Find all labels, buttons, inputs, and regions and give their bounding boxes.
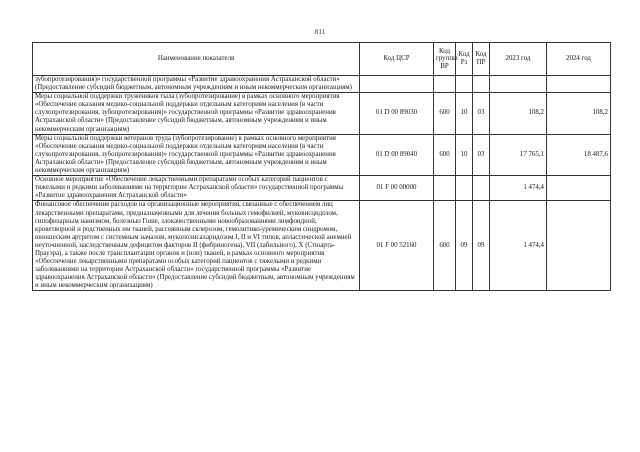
table-row (33, 176, 611, 201)
row-csr (360, 76, 434, 93)
row-2023: 1 474,4 (490, 176, 547, 201)
header-rz: Код Рз (456, 43, 473, 76)
row-pr: 03 (473, 93, 490, 134)
row-2023: 17 765,1 (490, 134, 547, 175)
page-number: 811 (314, 27, 326, 36)
row-name: Меры социальной поддержки ветеранов труда (зубопротезирование) в рамках основного мероприятия «Обеспечение оказания медико-социальной поддержки отдельным категориям населения (в части слухопротезирования, зубопротезирования)» государственной программы «Развитие здравоохранения Астраханской области» (Предоставление субсидий бюджетным, автономным учреждениям и иным некоммерческим организациям) (33, 134, 360, 175)
row-2024: 108,2 (547, 93, 611, 134)
row-2024 (547, 176, 611, 201)
header-vr: Код группы ВР (434, 43, 456, 76)
row-rz (456, 76, 473, 93)
row-vr: 600 (434, 93, 456, 134)
row-2023: 108,2 (490, 93, 547, 134)
row-csr: 01 F 00 52160 (360, 201, 434, 291)
row-pr: 09 (473, 201, 490, 291)
row-vr: 600 (434, 201, 456, 291)
row-vr (434, 176, 456, 201)
row-name: зубопротезирования)» государственной программы «Развитие здравоохранения Астраханской области» (Предоставление субсидий бюджетным, автономным учреждениям и иным некоммерческим организациям) (33, 76, 360, 93)
header-2023: 2023 год (490, 43, 547, 76)
row-vr: 600 (434, 134, 456, 175)
row-rz: 10 (456, 93, 473, 134)
row-pr: 03 (473, 134, 490, 175)
header-pr: Код ПР (473, 43, 490, 76)
row-csr: 01 D 00 89040 (360, 134, 434, 175)
header-2024: 2024 год (547, 43, 611, 76)
header-name: Наименование показателя (33, 43, 360, 76)
table-row (33, 93, 611, 134)
table-row (33, 76, 611, 93)
row-pr (473, 76, 490, 93)
row-2024: 18 487,6 (547, 134, 611, 175)
row-2023 (490, 76, 547, 93)
row-rz: 10 (456, 134, 473, 175)
row-rz (456, 176, 473, 201)
row-name: Основное мероприятие «Обеспечение лекарственными препаратами особых категорий пациентов с тяжелыми и редкими заболеваниями на территории Астраханской области» государственной программы «Развитие здравоохранения Астраханской области» (33, 176, 360, 201)
row-pr (473, 176, 490, 201)
row-vr (434, 76, 456, 93)
row-csr: 01 F 00 00000 (360, 176, 434, 201)
row-2023: 1 474,4 (490, 201, 547, 291)
row-2024 (547, 76, 611, 93)
row-rz: 09 (456, 201, 473, 291)
table-row (33, 134, 611, 175)
row-name: Меры социальной поддержки тружеников тыла (зубопротезирование) в рамках основного мероприятия «Обеспечение оказания медико-социальной поддержки отдельным категориям населения (в части слухопротезирования, зубопротезирования)» государственной программы «Развитие здравоохранения Астраханской области» (Предоставление субсидий бюджетным, автономным учреждениям и иным некоммерческим организациям) (33, 93, 360, 134)
table-header-row (33, 43, 611, 76)
row-2024 (547, 201, 611, 291)
budget-table (32, 42, 611, 291)
row-name: Финансовое обеспечение расходов на организационные мероприятия, связанные с обеспечением лиц лекарственными препаратами, предназначенными для лечения больных гемофилией, муковисцидозом, гипофизарным нанизмом, болезнью Гоше, злокачественными новообразованиями лимфоидной, кроветворной и родственных им тканей, рассеянным склерозом, гемолитико-уремическим синдромом, юношеским артритом с системным началом, мукополисахаридозом I, II и VI типов, апластической анемией неуточненной, наследственным дефицитом факторов II (фибриногена), VII (лабильного), X (Стюарта-Прауэра), а также после трансплантации органов и (или) тканей, в рамках основного мероприятия «Обеспечение лекарственными препаратами особых категорий пациентов с тяжелыми и редкими заболеваниями на территории Астраханской области» государственной программы «Развитие здравоохранения Астраханской области» (Предоставление субсидий бюджетным, автономным учреждениям и иным некоммерческим организациям) (33, 201, 360, 291)
header-csr: Код ЦСР (360, 43, 434, 76)
row-csr: 01 D 00 89030 (360, 93, 434, 134)
table-row (33, 201, 611, 291)
